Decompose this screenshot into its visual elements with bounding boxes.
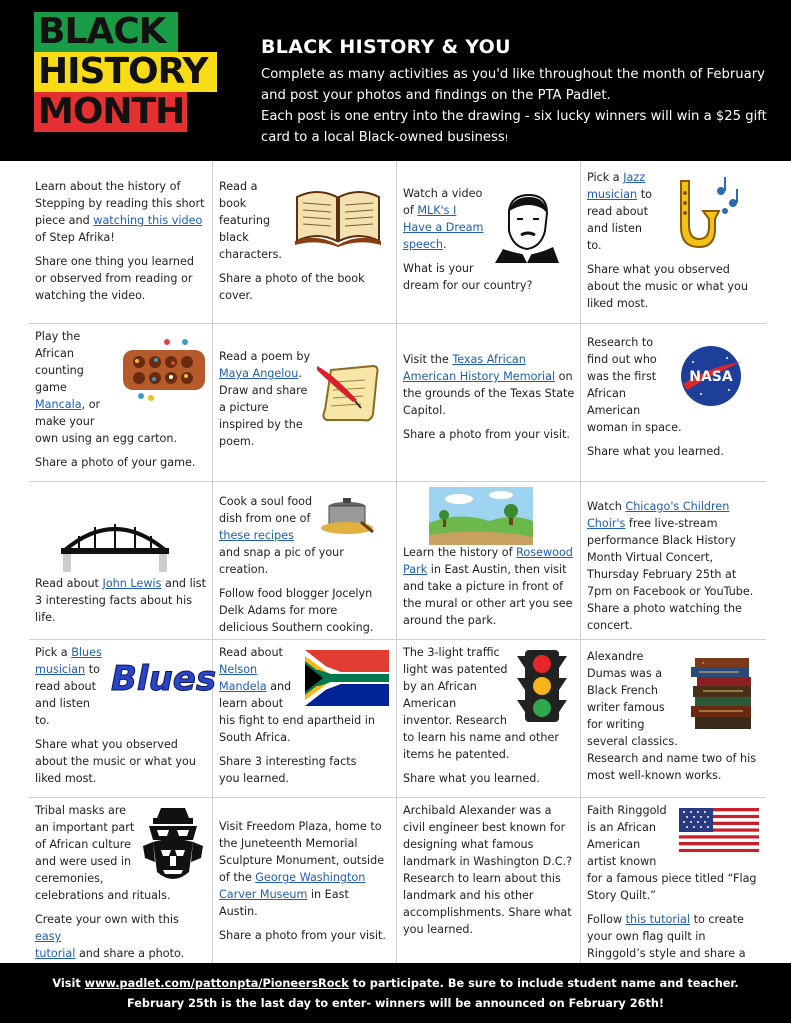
mancala-link[interactable]: Mancala (35, 398, 82, 411)
text: Stepping by reading this short (35, 197, 205, 210)
choir-text (587, 498, 761, 634)
text: featuring (219, 214, 271, 227)
text: woman in space. (587, 421, 682, 434)
logo-line-history: HISTORY (34, 52, 217, 92)
mandela-share: Share 3 interesting facts you learned. (219, 755, 357, 785)
text: poem. (219, 435, 255, 448)
text: American (587, 838, 641, 851)
padlet-link[interactable]: www.padlet.com/pattonpta/PioneersRock (84, 977, 349, 990)
header-banner (0, 0, 791, 161)
text: speech (403, 238, 443, 251)
nasa-logo-icon (679, 344, 743, 408)
text: a picture (219, 401, 269, 414)
activity-memorial (397, 324, 581, 482)
text: of African culture (35, 838, 131, 851)
text: Learn the history of (403, 546, 517, 559)
jazz-share: Share what you observed about the music or what you liked most. (587, 263, 748, 310)
text: Visit the (403, 353, 453, 366)
activity-grid (29, 161, 766, 963)
text: and snap a pic of your creation. (219, 546, 344, 576)
text: . (298, 367, 302, 380)
text: Tribal masks are (35, 804, 127, 817)
text: by an African (403, 680, 477, 693)
text: his fight to end apartheid in South Africa. (219, 714, 375, 744)
text: to learn his name and other items he patented. (403, 731, 559, 761)
activity-book (213, 161, 397, 324)
text: in East Austin, then visit and take a picture in front of the mural or other art you see around the park. (403, 563, 573, 627)
traffic-light-icon (515, 648, 569, 724)
stepping-share: Share one thing you learned or observed from reading or watching the video. (35, 255, 194, 302)
logo-line-black: BLACK (34, 12, 178, 52)
text: Read a (219, 180, 258, 193)
black-history-month-logo (34, 12, 217, 132)
intro-line-2: and post your photos and findings on the PTA Padlet. (261, 88, 611, 103)
american-flag-icon (679, 808, 759, 852)
text: Read about (219, 646, 283, 659)
text: book (219, 197, 247, 210)
activity-poem (213, 324, 397, 482)
text: an important part (35, 821, 135, 834)
text: to create your own flag quilt in Ringgold’s style and share a (587, 913, 746, 960)
text: writer famous (587, 701, 665, 714)
john-lewis-link[interactable]: John Lewis (102, 577, 162, 590)
bridge-icon (59, 514, 171, 572)
easy-tutorial-link[interactable] (35, 930, 75, 960)
stepping-text (35, 178, 212, 246)
text: Have a Dream (403, 221, 484, 234)
text: for writing (587, 718, 645, 731)
activity-nasa (581, 324, 766, 482)
mlk-question (403, 260, 580, 294)
text: and listen (587, 222, 643, 235)
cooking-pot-icon (317, 496, 377, 536)
scroll-quill-icon (317, 360, 383, 424)
tribal-mask-icon (141, 806, 205, 886)
text: Mandela (219, 680, 267, 693)
text: Visit Freedom Plaza, home to the Juneteenth Memorial Sculpture Monument, outside of the (219, 820, 385, 884)
text: inspired by the (219, 418, 303, 431)
soulfood-share: Follow food blogger Jocelyn Delk Adams for more delicious Southern cooking. (219, 587, 374, 634)
text: Jazz (623, 171, 646, 184)
rosewood-park-link[interactable]: Rosewood Park (403, 546, 573, 576)
book-share: Share a photo of the book cover. (219, 272, 365, 302)
activity-rosewood (397, 482, 581, 640)
text: to (85, 663, 100, 676)
maya-angelou-link[interactable]: Maya Angelou (219, 367, 299, 380)
text: of Step Afrika! (35, 231, 115, 244)
text: musician (587, 188, 638, 201)
text: and (266, 680, 292, 693)
rosewood-text (403, 544, 575, 629)
text: read about (35, 680, 97, 693)
page-title: BLACK HISTORY & YOU (261, 36, 511, 58)
south-africa-flag-icon (305, 650, 389, 706)
intro-text (261, 64, 771, 150)
freedom-share: Share a photo from your visit. (219, 929, 386, 942)
text: ceremonies, (35, 872, 104, 885)
text: to (637, 188, 652, 201)
activity-stepping (29, 161, 213, 324)
memorial-share: Share a photo from your visit. (403, 428, 570, 441)
open-book-icon (293, 183, 383, 247)
saxophone-icon (663, 175, 743, 249)
text: Play the (35, 330, 81, 343)
text: Cook a soul food (219, 495, 313, 508)
text: Alexandre (587, 650, 644, 663)
text: What is your (403, 262, 474, 275)
mancala-board-icon (119, 336, 209, 402)
park-scene-icon (429, 487, 533, 545)
text: artist known (587, 855, 657, 868)
activity-mancala (29, 324, 213, 482)
freedom-text (219, 818, 387, 920)
text: American (403, 697, 457, 710)
text: MLK's I (417, 204, 457, 217)
book-stack-icon (689, 656, 755, 732)
activity-choir (581, 482, 766, 640)
text: celebrations and rituals. (35, 889, 171, 902)
text: black (219, 231, 249, 244)
activity-blues (29, 640, 217, 798)
activity-mandela (213, 640, 397, 798)
text: Black French (587, 684, 659, 697)
logo-line-month: MONTH (34, 92, 187, 132)
text: of (403, 204, 418, 217)
nasa-share: Share what you learned. (587, 445, 724, 458)
text: to. (587, 239, 602, 252)
text: several classics. (587, 735, 678, 748)
blues-share: Share what you observed about the music or what you liked most. (35, 738, 196, 785)
footer-banner (0, 963, 791, 1023)
nelson-mandela-link[interactable] (219, 663, 267, 693)
recipes-link[interactable]: these recipes (219, 529, 294, 542)
activity-archibald (397, 798, 581, 963)
text: piece and (35, 214, 94, 227)
text: on the grounds of the Texas State Capitol. (403, 370, 575, 417)
intro-line-1: Complete as many activities as you'd like throughout the month of February (261, 67, 765, 82)
text: is an African (587, 821, 656, 834)
text: for a famous piece titled “Flag Story Quilt.” (587, 872, 757, 902)
text: dish from one of (219, 512, 311, 525)
text: , or (81, 398, 101, 411)
text: Faith Ringgold (587, 804, 667, 817)
text: African (35, 347, 74, 360)
text: counting (35, 364, 84, 377)
mlk-portrait-icon (495, 191, 559, 263)
text: Pick a (35, 646, 72, 659)
text: in East Austin. (219, 888, 349, 918)
text: to. (35, 714, 50, 727)
text: Dumas was a (587, 667, 663, 680)
text: easy (35, 930, 62, 943)
chicago-choir-link[interactable]: Chicago's Children Choir's (587, 500, 730, 530)
text: Follow (587, 913, 626, 926)
text: musician (35, 663, 86, 676)
text: Read a poem by (219, 350, 311, 363)
activity-freedom-plaza (213, 798, 397, 963)
text: free live-stream performance Black History Month Virtual Concert, Thursday February 25th at 7pm on Facebook or YouTube. Share a photo watching the concert. (587, 517, 754, 632)
activity-lewis (29, 482, 213, 640)
activity-masks (29, 798, 213, 963)
text: find out who (587, 353, 657, 366)
text: The 3-light traffic (403, 646, 500, 659)
text: Visit (52, 977, 85, 990)
mancala-share: Share a photo of your game. (35, 456, 196, 469)
text: was the first (587, 370, 657, 383)
text: Pick a (587, 171, 624, 184)
text: African (587, 387, 626, 400)
text: learn about (219, 697, 284, 710)
text: Watch (587, 500, 626, 513)
flag-quilt-tutorial-link[interactable]: this tutorial (625, 913, 691, 926)
blues-logo-text: Blues (111, 659, 217, 699)
nasa-logo-text: NASA (689, 369, 733, 385)
text: inventor. Research (403, 714, 508, 727)
text: tutorial (35, 947, 76, 960)
archibald-text: Archibald Alexander was a civil engineer best known for designing what famous landmark in Washington D.C.? Research to learn about this landmark and his other accomplishments. Share what you learned. (403, 804, 573, 936)
text: Create your own with this (35, 913, 179, 926)
blues-logo-icon (109, 654, 217, 699)
text: . (442, 238, 447, 251)
text: Research to (587, 336, 654, 349)
text: Research and name two of his most well-known works. (587, 752, 757, 782)
text: and were used in (35, 855, 132, 868)
text: own using an egg carton. (35, 432, 178, 445)
intro-line-4-text: card to a local Black-owned business (261, 130, 505, 145)
text: Draw and share (219, 384, 308, 397)
text: to participate. Be sure to include student name and teacher. (348, 977, 739, 990)
text: Learn about the history of (35, 180, 181, 193)
footer-line-1 (0, 974, 791, 994)
text: and listen (35, 697, 91, 710)
text: make your (35, 415, 95, 428)
text: characters. (219, 248, 282, 261)
activity-ringgold (581, 798, 766, 963)
text: and list 3 interesting facts about his life. (35, 577, 206, 624)
carver-museum-link[interactable]: George Washington Carver Museum (219, 871, 366, 901)
text: game (35, 381, 67, 394)
activity-soulfood (213, 482, 397, 640)
text: read about (587, 205, 649, 218)
intro-line-3: Each post is one entry into the drawing - six lucky winners will win a $25 gift (261, 109, 767, 124)
activity-traffic-light (397, 640, 581, 798)
activity-dumas (581, 640, 766, 798)
intro-line-4 (261, 127, 771, 150)
text: dream for our country? (403, 279, 533, 292)
memorial-text (403, 351, 575, 419)
text: light was patented (403, 663, 508, 676)
text: and share a photo. (75, 947, 185, 960)
activity-jazz (581, 161, 766, 324)
masks-share (35, 911, 207, 962)
text: Nelson (219, 663, 258, 676)
text: Read about (35, 577, 103, 590)
traffic-share: Share what you learned. (403, 772, 540, 785)
watching-video-link[interactable]: watching this video (93, 214, 203, 227)
footer-line-2: February 25th is the last day to enter- winners will be announced on February 26th! (126, 997, 665, 1010)
lewis-text (35, 575, 211, 626)
text: Watch a video (403, 187, 483, 200)
text: Blues (71, 646, 102, 659)
intro-line-4-end: ! (504, 134, 509, 144)
activity-mlk (397, 161, 581, 324)
text: American (587, 404, 641, 417)
texas-memorial-link[interactable]: Texas African American History Memorial (403, 353, 556, 383)
